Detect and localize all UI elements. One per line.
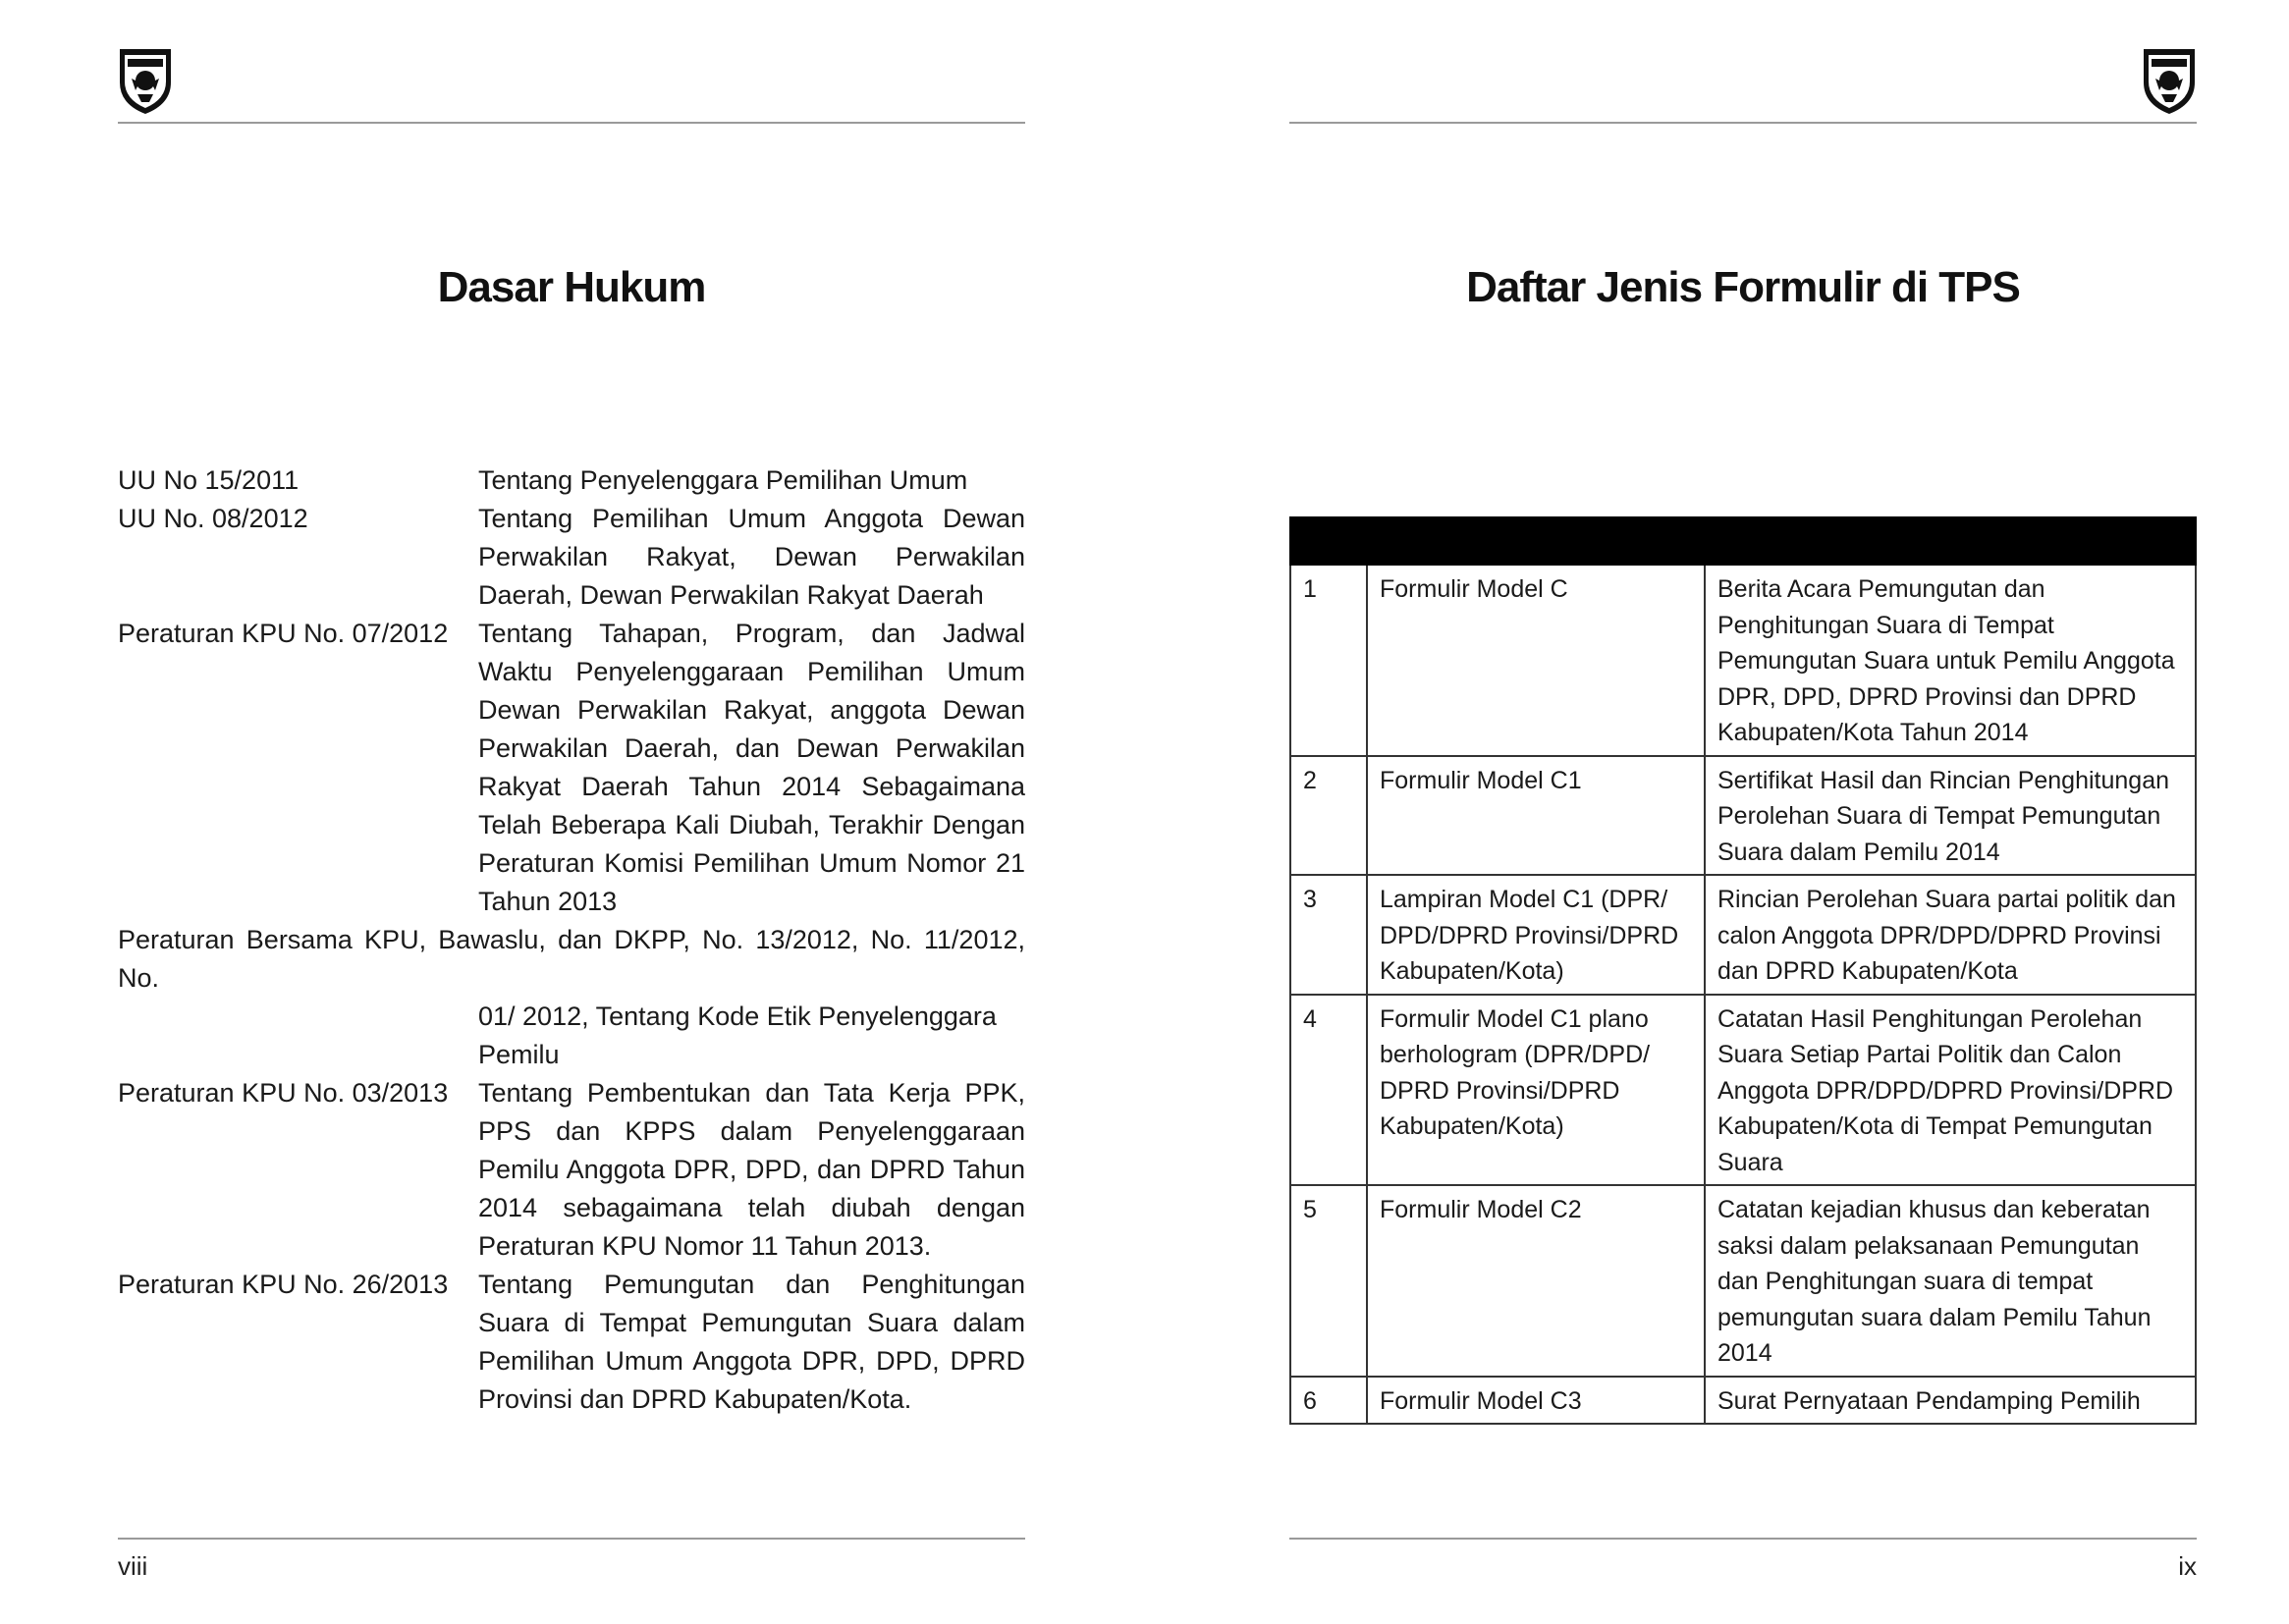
- table-row: [1290, 1185, 2196, 1377]
- row-number: 5: [1290, 1185, 1367, 1377]
- law-desc: Tentang Tahapan, Program, dan Jadwal Waktu Penyelenggaraan Pemilihan Umum Dewan Perwakilan Rakyat, anggota Dewan Perwakilan Daerah, dan Dewan Perwakilan Rakyat Daerah Tahun 2014 Sebagaimana Telah Beberapa Kali Diubah, Terakhir Dengan Peraturan Komisi Pemilihan Umum Nomor 21 Tahun 2013: [478, 619, 1025, 916]
- law-ref: Peraturan KPU No. 26/2013: [118, 1270, 449, 1299]
- law-ref: Peraturan KPU No. 03/2013: [118, 1078, 449, 1108]
- form-name: Lampiran Model C1 (DPR/ DPD/DPRD Provinsi/DPRD Kabupaten/Kota): [1367, 875, 1705, 995]
- law-item: [118, 921, 1025, 1074]
- right-page: [1289, 0, 2197, 1624]
- law-desc: Tentang Pembentukan dan Tata Kerja PPK, PPS dan KPPS dalam Penyelenggaraan Pemilu Anggota DPR, DPD, dan DPRD Tahun 2014 sebagaimana telah diubah dengan Peraturan KPU Nomor 11 Tahun 2013.: [478, 1078, 1025, 1261]
- law-ref: UU No. 08/2012: [118, 504, 308, 533]
- header-cell: [1290, 517, 1367, 565]
- footer-rule: [118, 1538, 1025, 1540]
- form-description: Surat Pernyataan Pendamping Pemilih: [1705, 1377, 2196, 1425]
- form-name: Formulir Model C2: [1367, 1185, 1705, 1377]
- form-description: Rincian Perolehan Suara partai politik dan calon Anggota DPR/DPD/DPRD Provinsi dan DPRD Kabupaten/Kota: [1705, 875, 2196, 995]
- row-number: 3: [1290, 875, 1367, 995]
- kpu-logo-icon: [2140, 43, 2199, 116]
- laws-list: [118, 461, 1025, 1419]
- law-item: [118, 1266, 1025, 1419]
- row-number: 2: [1290, 756, 1367, 876]
- law-ref: UU No 15/2011: [118, 465, 300, 495]
- law-ref: Peraturan KPU No. 07/2012: [118, 619, 449, 648]
- table-row: [1290, 995, 2196, 1186]
- form-name: Formulir Model C: [1367, 565, 1705, 756]
- form-description: Catatan Hasil Penghitungan Perolehan Suara Setiap Partai Politik dan Calon Anggota DPR/DPD/DPRD Provinsi/DPRD Kabupaten/Kota di Tempat Pemungutan Suara: [1705, 995, 2196, 1186]
- law-item: [118, 461, 1025, 500]
- law-first-line: Peraturan Bersama KPU, Bawaslu, dan DKPP, No. 13/2012, No. 11/2012, No.: [118, 925, 1025, 993]
- law-desc: Tentang Penyelenggara Pemilihan Umum: [478, 465, 968, 495]
- form-description: Catatan kejadian khusus dan keberatan saksi dalam pelaksanaan Pemungutan dan Penghitungan suara di tempat pemungutan suara dalam Pemilu Tahun 2014: [1705, 1185, 2196, 1377]
- page-title: Dasar Hukum: [437, 263, 706, 311]
- form-description: Berita Acara Pemungutan dan Penghitungan Suara di Tempat Pemungutan Suara untuk Pemilu Anggota DPR, DPD, DPRD Provinsi dan DPRD Kabupaten/Kota Tahun 2014: [1705, 565, 2196, 756]
- form-name: Formulir Model C1: [1367, 756, 1705, 876]
- row-number: 1: [1290, 565, 1367, 756]
- row-number: 4: [1290, 995, 1367, 1186]
- law-item: [118, 500, 1025, 615]
- header-cell: [1705, 517, 2196, 565]
- footer-rule: [1289, 1538, 2197, 1540]
- form-description: Sertifikat Hasil dan Rincian Penghitungan Perolehan Suara di Tempat Pemungutan Suara dalam Pemilu 2014: [1705, 756, 2196, 876]
- law-continuation: 01/ 2012, Tentang Kode Etik Penyelenggara Pemilu: [478, 1001, 997, 1069]
- form-name: Formulir Model C3: [1367, 1377, 1705, 1425]
- law-item: [118, 615, 1025, 921]
- form-name: Formulir Model C1 plano berhologram (DPR/DPD/ DPRD Provinsi/DPRD Kabupaten/Kota): [1367, 995, 1705, 1186]
- kpu-logo-icon: [116, 43, 175, 116]
- table-header-row: [1290, 517, 2196, 565]
- page-number: ix: [2178, 1551, 2197, 1581]
- table-row: [1290, 875, 2196, 995]
- law-item: [118, 1074, 1025, 1266]
- row-number: 6: [1290, 1377, 1367, 1425]
- page-number: viii: [118, 1551, 148, 1581]
- header-cell: [1367, 517, 1705, 565]
- formulir-table: [1289, 516, 2197, 1425]
- table-row: [1290, 1377, 2196, 1425]
- left-page: [118, 0, 1025, 1624]
- table-row: [1290, 756, 2196, 876]
- header-rule: [118, 122, 1025, 124]
- law-desc: Tentang Pemilihan Umum Anggota Dewan Perwakilan Rakyat, Dewan Perwakilan Daerah, Dewan Perwakilan Rakyat Daerah: [478, 504, 1025, 610]
- header-rule: [1289, 122, 2197, 124]
- law-desc: Tentang Pemungutan dan Penghitungan Suara di Tempat Pemungutan Suara dalam Pemilihan Umum Anggota DPR, DPD, DPRD Provinsi dan DPRD Kabupaten/Kota.: [478, 1270, 1025, 1414]
- table-row: [1290, 565, 2196, 756]
- page-title: Daftar Jenis Formulir di TPS: [1466, 263, 2020, 311]
